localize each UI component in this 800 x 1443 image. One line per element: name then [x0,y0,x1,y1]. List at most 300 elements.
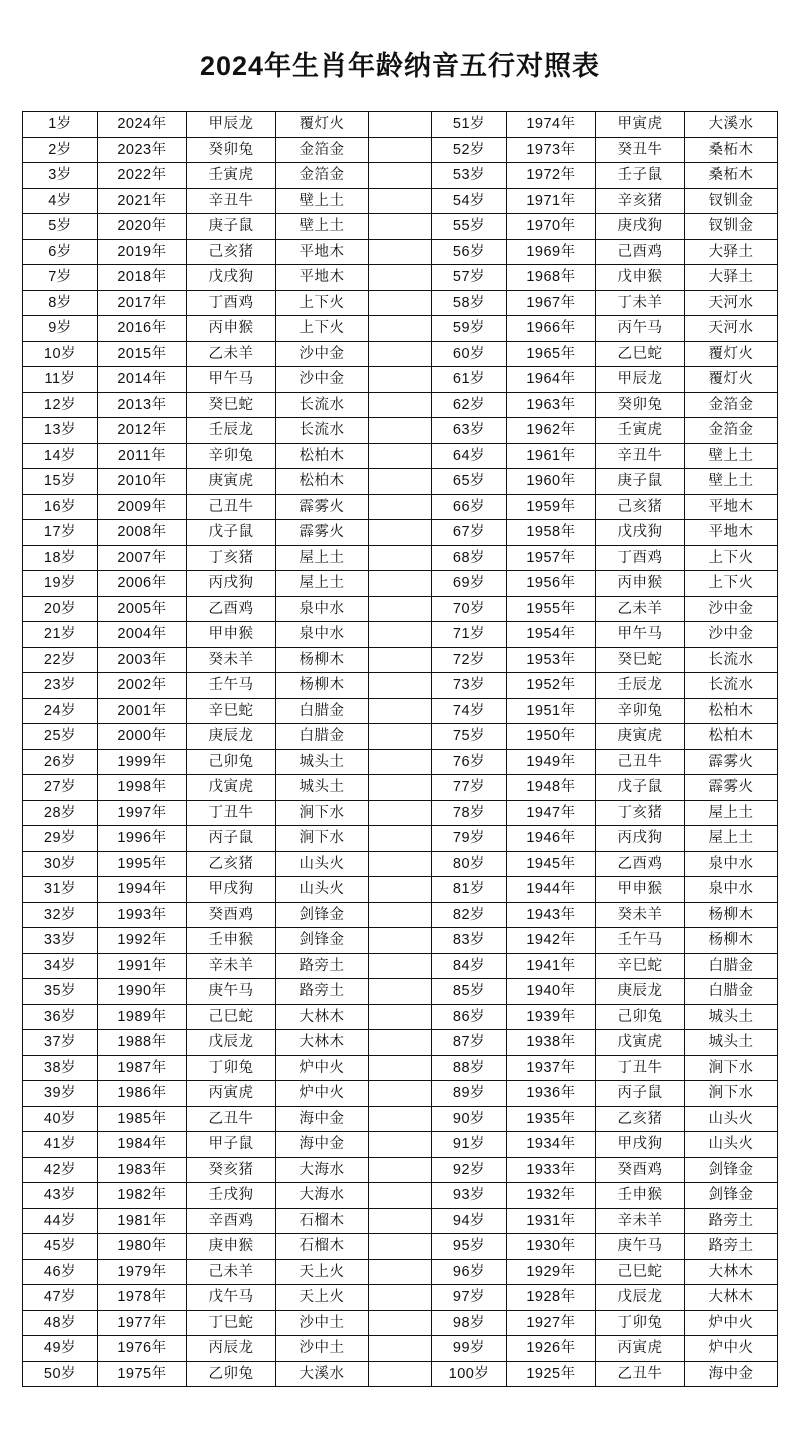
table-row [23,826,778,852]
table-row [23,1055,778,1081]
cell-year-right: 1926年 [507,1336,596,1362]
cell-nayin-right: 覆灯火 [685,367,778,393]
footer-space [22,1387,778,1443]
table-row [23,494,778,520]
cell-spacer [369,1234,432,1260]
table-row [23,851,778,877]
cell-age-right: 73岁 [432,673,507,699]
table-row [23,979,778,1005]
cell-ganzhi-left: 癸未羊 [187,647,276,673]
table-row [23,1183,778,1209]
cell-age-left: 15岁 [23,469,98,495]
cell-ganzhi-right: 丁酉鸡 [596,545,685,571]
cell-nayin-left: 沙中土 [276,1310,369,1336]
cell-year-right: 1949年 [507,749,596,775]
cell-nayin-left: 松柏木 [276,443,369,469]
cell-ganzhi-right: 乙亥猪 [596,1106,685,1132]
table-row [23,239,778,265]
cell-year-left: 2005年 [98,596,187,622]
cell-nayin-left: 平地木 [276,265,369,291]
cell-ganzhi-right: 己酉鸡 [596,239,685,265]
cell-age-left: 21岁 [23,622,98,648]
cell-year-left: 1986年 [98,1081,187,1107]
cell-year-right: 1946年 [507,826,596,852]
cell-year-left: 2019年 [98,239,187,265]
cell-year-right: 1930年 [507,1234,596,1260]
cell-year-right: 1968年 [507,265,596,291]
cell-spacer [369,392,432,418]
cell-spacer [369,1157,432,1183]
cell-nayin-left: 大海水 [276,1183,369,1209]
cell-ganzhi-left: 甲辰龙 [187,112,276,138]
cell-spacer [369,928,432,954]
cell-year-right: 1956年 [507,571,596,597]
page-title: 2024年生肖年龄纳音五行对照表 [199,51,601,81]
cell-nayin-right: 海中金 [685,1361,778,1387]
cell-ganzhi-left: 丁丑牛 [187,800,276,826]
cell-nayin-right: 松柏木 [685,724,778,750]
cell-age-right: 98岁 [432,1310,507,1336]
cell-year-right: 1970年 [507,214,596,240]
table-row [23,341,778,367]
table-row [23,1030,778,1056]
cell-age-right: 72岁 [432,647,507,673]
cell-year-right: 1929年 [507,1259,596,1285]
cell-age-right: 89岁 [432,1081,507,1107]
cell-nayin-right: 上下火 [685,571,778,597]
cell-age-left: 5岁 [23,214,98,240]
cell-year-left: 2015年 [98,341,187,367]
cell-age-right: 85岁 [432,979,507,1005]
cell-spacer [369,1132,432,1158]
cell-year-right: 1932年 [507,1183,596,1209]
cell-spacer [369,1259,432,1285]
cell-year-right: 1974年 [507,112,596,138]
cell-year-right: 1933年 [507,1157,596,1183]
cell-nayin-right: 沙中金 [685,622,778,648]
table-row [23,137,778,163]
cell-ganzhi-right: 戊辰龙 [596,1285,685,1311]
cell-age-right: 95岁 [432,1234,507,1260]
cell-year-left: 1984年 [98,1132,187,1158]
cell-nayin-left: 沙中金 [276,341,369,367]
cell-ganzhi-left: 戊辰龙 [187,1030,276,1056]
cell-spacer [369,1285,432,1311]
cell-nayin-left: 炉中火 [276,1081,369,1107]
cell-age-right: 80岁 [432,851,507,877]
cell-year-right: 1941年 [507,953,596,979]
cell-spacer [369,851,432,877]
cell-nayin-right: 屋上土 [685,800,778,826]
table-row [23,1285,778,1311]
table-row [23,214,778,240]
table-row [23,163,778,189]
cell-age-right: 92岁 [432,1157,507,1183]
cell-age-left: 8岁 [23,290,98,316]
cell-ganzhi-left: 丙申猴 [187,316,276,342]
table-row [23,418,778,444]
table-row [23,928,778,954]
table-row [23,647,778,673]
cell-spacer [369,673,432,699]
cell-year-left: 2008年 [98,520,187,546]
cell-nayin-left: 大海水 [276,1157,369,1183]
cell-age-right: 97岁 [432,1285,507,1311]
table-row [23,724,778,750]
cell-year-right: 1954年 [507,622,596,648]
cell-year-right: 1952年 [507,673,596,699]
cell-nayin-right: 上下火 [685,545,778,571]
cell-age-right: 60岁 [432,341,507,367]
cell-age-left: 20岁 [23,596,98,622]
cell-ganzhi-left: 庚子鼠 [187,214,276,240]
table-row [23,469,778,495]
cell-age-left: 2岁 [23,137,98,163]
cell-nayin-right: 泉中水 [685,851,778,877]
cell-ganzhi-right: 辛亥猪 [596,188,685,214]
cell-ganzhi-left: 壬申猴 [187,928,276,954]
cell-ganzhi-right: 甲寅虎 [596,112,685,138]
cell-year-left: 2007年 [98,545,187,571]
cell-age-left: 30岁 [23,851,98,877]
cell-age-right: 83岁 [432,928,507,954]
table-row [23,265,778,291]
cell-spacer [369,494,432,520]
cell-year-left: 2018年 [98,265,187,291]
cell-nayin-right: 杨柳木 [685,928,778,954]
cell-year-left: 2000年 [98,724,187,750]
cell-spacer [369,724,432,750]
cell-ganzhi-right: 己亥猪 [596,494,685,520]
table-row [23,290,778,316]
cell-ganzhi-left: 丙戌狗 [187,571,276,597]
cell-year-right: 1934年 [507,1132,596,1158]
cell-ganzhi-right: 庚子鼠 [596,469,685,495]
cell-year-left: 1987年 [98,1055,187,1081]
cell-spacer [369,341,432,367]
table-body [23,112,778,1387]
cell-year-left: 2004年 [98,622,187,648]
cell-age-left: 13岁 [23,418,98,444]
table-row [23,1132,778,1158]
cell-spacer [369,775,432,801]
cell-year-right: 1955年 [507,596,596,622]
cell-nayin-left: 石榴木 [276,1208,369,1234]
cell-age-right: 64岁 [432,443,507,469]
cell-spacer [369,953,432,979]
cell-year-left: 2021年 [98,188,187,214]
cell-year-right: 1928年 [507,1285,596,1311]
cell-age-right: 58岁 [432,290,507,316]
cell-ganzhi-left: 壬辰龙 [187,418,276,444]
cell-spacer [369,316,432,342]
table-row [23,1361,778,1387]
zodiac-age-nayin-table [22,111,778,1387]
cell-nayin-right: 大驿土 [685,239,778,265]
cell-nayin-left: 涧下水 [276,826,369,852]
cell-age-left: 43岁 [23,1183,98,1209]
cell-spacer [369,622,432,648]
cell-spacer [369,1310,432,1336]
cell-nayin-left: 平地木 [276,239,369,265]
cell-nayin-left: 海中金 [276,1132,369,1158]
cell-year-right: 1957年 [507,545,596,571]
cell-nayin-right: 钗钏金 [685,214,778,240]
cell-year-left: 2011年 [98,443,187,469]
cell-age-right: 75岁 [432,724,507,750]
cell-ganzhi-right: 癸巳蛇 [596,647,685,673]
cell-nayin-right: 长流水 [685,673,778,699]
cell-year-left: 1985年 [98,1106,187,1132]
cell-year-left: 1977年 [98,1310,187,1336]
cell-age-left: 6岁 [23,239,98,265]
cell-age-right: 84岁 [432,953,507,979]
cell-nayin-left: 城头土 [276,775,369,801]
cell-spacer [369,163,432,189]
cell-age-right: 81岁 [432,877,507,903]
cell-nayin-left: 屋上土 [276,545,369,571]
table-row [23,596,778,622]
cell-ganzhi-left: 辛丑牛 [187,188,276,214]
cell-ganzhi-left: 辛卯兔 [187,443,276,469]
table-row [23,673,778,699]
cell-nayin-right: 金箔金 [685,392,778,418]
cell-age-left: 19岁 [23,571,98,597]
cell-ganzhi-right: 戊寅虎 [596,1030,685,1056]
cell-ganzhi-left: 己未羊 [187,1259,276,1285]
cell-spacer [369,520,432,546]
cell-year-right: 1937年 [507,1055,596,1081]
cell-nayin-left: 白腊金 [276,724,369,750]
cell-age-right: 57岁 [432,265,507,291]
cell-year-right: 1965年 [507,341,596,367]
cell-ganzhi-left: 庚申猴 [187,1234,276,1260]
cell-age-right: 70岁 [432,596,507,622]
cell-age-right: 76岁 [432,749,507,775]
cell-ganzhi-left: 丁卯兔 [187,1055,276,1081]
cell-age-left: 33岁 [23,928,98,954]
cell-ganzhi-right: 甲戌狗 [596,1132,685,1158]
cell-spacer [369,290,432,316]
cell-year-right: 1939年 [507,1004,596,1030]
cell-ganzhi-left: 己卯兔 [187,749,276,775]
cell-year-left: 1989年 [98,1004,187,1030]
cell-age-left: 10岁 [23,341,98,367]
cell-ganzhi-left: 乙亥猪 [187,851,276,877]
cell-ganzhi-left: 乙酉鸡 [187,596,276,622]
cell-year-left: 2002年 [98,673,187,699]
cell-year-left: 1992年 [98,928,187,954]
cell-age-right: 94岁 [432,1208,507,1234]
cell-nayin-left: 壁上土 [276,188,369,214]
cell-ganzhi-right: 壬寅虎 [596,418,685,444]
cell-year-left: 2001年 [98,698,187,724]
cell-age-left: 50岁 [23,1361,98,1387]
cell-age-left: 25岁 [23,724,98,750]
table-row [23,443,778,469]
cell-nayin-left: 石榴木 [276,1234,369,1260]
cell-ganzhi-right: 甲辰龙 [596,367,685,393]
cell-age-left: 36岁 [23,1004,98,1030]
cell-age-left: 28岁 [23,800,98,826]
cell-nayin-left: 沙中金 [276,367,369,393]
table-row [23,545,778,571]
cell-year-left: 2022年 [98,163,187,189]
cell-ganzhi-right: 庚午马 [596,1234,685,1260]
cell-spacer [369,1208,432,1234]
cell-nayin-right: 城头土 [685,1030,778,1056]
cell-age-right: 90岁 [432,1106,507,1132]
cell-year-left: 1981年 [98,1208,187,1234]
cell-nayin-right: 涧下水 [685,1081,778,1107]
cell-age-left: 48岁 [23,1310,98,1336]
cell-ganzhi-right: 辛丑牛 [596,443,685,469]
table-row [23,520,778,546]
cell-age-left: 16岁 [23,494,98,520]
cell-year-right: 1943年 [507,902,596,928]
cell-age-left: 1岁 [23,112,98,138]
cell-age-left: 34岁 [23,953,98,979]
cell-year-right: 1935年 [507,1106,596,1132]
cell-nayin-left: 大林木 [276,1030,369,1056]
cell-spacer [369,1030,432,1056]
cell-year-right: 1960年 [507,469,596,495]
cell-nayin-right: 城头土 [685,1004,778,1030]
cell-ganzhi-left: 己丑牛 [187,494,276,520]
cell-ganzhi-right: 庚寅虎 [596,724,685,750]
cell-age-right: 74岁 [432,698,507,724]
cell-spacer [369,1336,432,1362]
cell-nayin-right: 壁上土 [685,469,778,495]
cell-nayin-left: 山头火 [276,877,369,903]
cell-nayin-right: 钗钏金 [685,188,778,214]
cell-ganzhi-left: 乙未羊 [187,341,276,367]
cell-nayin-right: 平地木 [685,520,778,546]
cell-year-left: 1980年 [98,1234,187,1260]
cell-ganzhi-left: 丙子鼠 [187,826,276,852]
cell-nayin-right: 金箔金 [685,418,778,444]
cell-spacer [369,418,432,444]
cell-age-left: 31岁 [23,877,98,903]
cell-spacer [369,239,432,265]
cell-nayin-left: 泉中水 [276,596,369,622]
table-row [23,953,778,979]
cell-year-left: 2009年 [98,494,187,520]
cell-ganzhi-left: 甲子鼠 [187,1132,276,1158]
cell-spacer [369,367,432,393]
cell-nayin-right: 屋上土 [685,826,778,852]
cell-age-right: 59岁 [432,316,507,342]
cell-nayin-left: 沙中土 [276,1336,369,1362]
table-row [23,1259,778,1285]
cell-nayin-right: 沙中金 [685,596,778,622]
cell-ganzhi-left: 乙丑牛 [187,1106,276,1132]
cell-age-right: 66岁 [432,494,507,520]
cell-nayin-left: 天上火 [276,1259,369,1285]
cell-year-left: 1976年 [98,1336,187,1362]
cell-nayin-left: 涧下水 [276,800,369,826]
cell-nayin-left: 杨柳木 [276,673,369,699]
cell-ganzhi-right: 乙酉鸡 [596,851,685,877]
cell-ganzhi-right: 丁丑牛 [596,1055,685,1081]
cell-age-left: 4岁 [23,188,98,214]
cell-ganzhi-right: 丁卯兔 [596,1310,685,1336]
cell-year-left: 1975年 [98,1361,187,1387]
cell-age-right: 54岁 [432,188,507,214]
cell-ganzhi-left: 壬午马 [187,673,276,699]
cell-ganzhi-right: 癸卯兔 [596,392,685,418]
cell-year-left: 2024年 [98,112,187,138]
cell-age-left: 7岁 [23,265,98,291]
table-row [23,1106,778,1132]
cell-age-left: 22岁 [23,647,98,673]
cell-ganzhi-left: 辛酉鸡 [187,1208,276,1234]
cell-age-left: 12岁 [23,392,98,418]
cell-nayin-left: 上下火 [276,290,369,316]
cell-age-left: 11岁 [23,367,98,393]
cell-age-left: 32岁 [23,902,98,928]
cell-ganzhi-right: 丙子鼠 [596,1081,685,1107]
cell-age-right: 87岁 [432,1030,507,1056]
cell-year-right: 1931年 [507,1208,596,1234]
cell-age-right: 99岁 [432,1336,507,1362]
cell-year-right: 1951年 [507,698,596,724]
cell-age-right: 77岁 [432,775,507,801]
cell-ganzhi-left: 丙寅虎 [187,1081,276,1107]
cell-ganzhi-left: 戊午马 [187,1285,276,1311]
cell-ganzhi-right: 壬辰龙 [596,673,685,699]
cell-age-right: 68岁 [432,545,507,571]
cell-year-right: 1964年 [507,367,596,393]
cell-nayin-left: 路旁土 [276,979,369,1005]
cell-year-left: 1996年 [98,826,187,852]
cell-ganzhi-right: 辛巳蛇 [596,953,685,979]
cell-ganzhi-right: 壬午马 [596,928,685,954]
table-row [23,1310,778,1336]
cell-spacer [369,902,432,928]
table-row [23,1336,778,1362]
cell-age-right: 91岁 [432,1132,507,1158]
cell-nayin-right: 山头火 [685,1106,778,1132]
cell-year-left: 2006年 [98,571,187,597]
cell-year-left: 2010年 [98,469,187,495]
cell-age-left: 17岁 [23,520,98,546]
cell-nayin-right: 桑柘木 [685,137,778,163]
cell-age-right: 51岁 [432,112,507,138]
cell-year-left: 1999年 [98,749,187,775]
cell-nayin-left: 金箔金 [276,163,369,189]
cell-ganzhi-left: 丁酉鸡 [187,290,276,316]
cell-age-left: 24岁 [23,698,98,724]
cell-nayin-left: 炉中火 [276,1055,369,1081]
cell-nayin-left: 霹雾火 [276,494,369,520]
cell-ganzhi-right: 辛卯兔 [596,698,685,724]
cell-year-left: 1997年 [98,800,187,826]
cell-ganzhi-left: 癸亥猪 [187,1157,276,1183]
table-row [23,188,778,214]
cell-year-left: 1998年 [98,775,187,801]
cell-nayin-left: 路旁土 [276,953,369,979]
cell-ganzhi-right: 甲午马 [596,622,685,648]
cell-nayin-right: 山头火 [685,1132,778,1158]
table-row [23,800,778,826]
cell-age-left: 46岁 [23,1259,98,1285]
cell-ganzhi-right: 丁亥猪 [596,800,685,826]
cell-nayin-right: 涧下水 [685,1055,778,1081]
cell-ganzhi-right: 庚戌狗 [596,214,685,240]
cell-ganzhi-right: 乙未羊 [596,596,685,622]
cell-age-right: 100岁 [432,1361,507,1387]
